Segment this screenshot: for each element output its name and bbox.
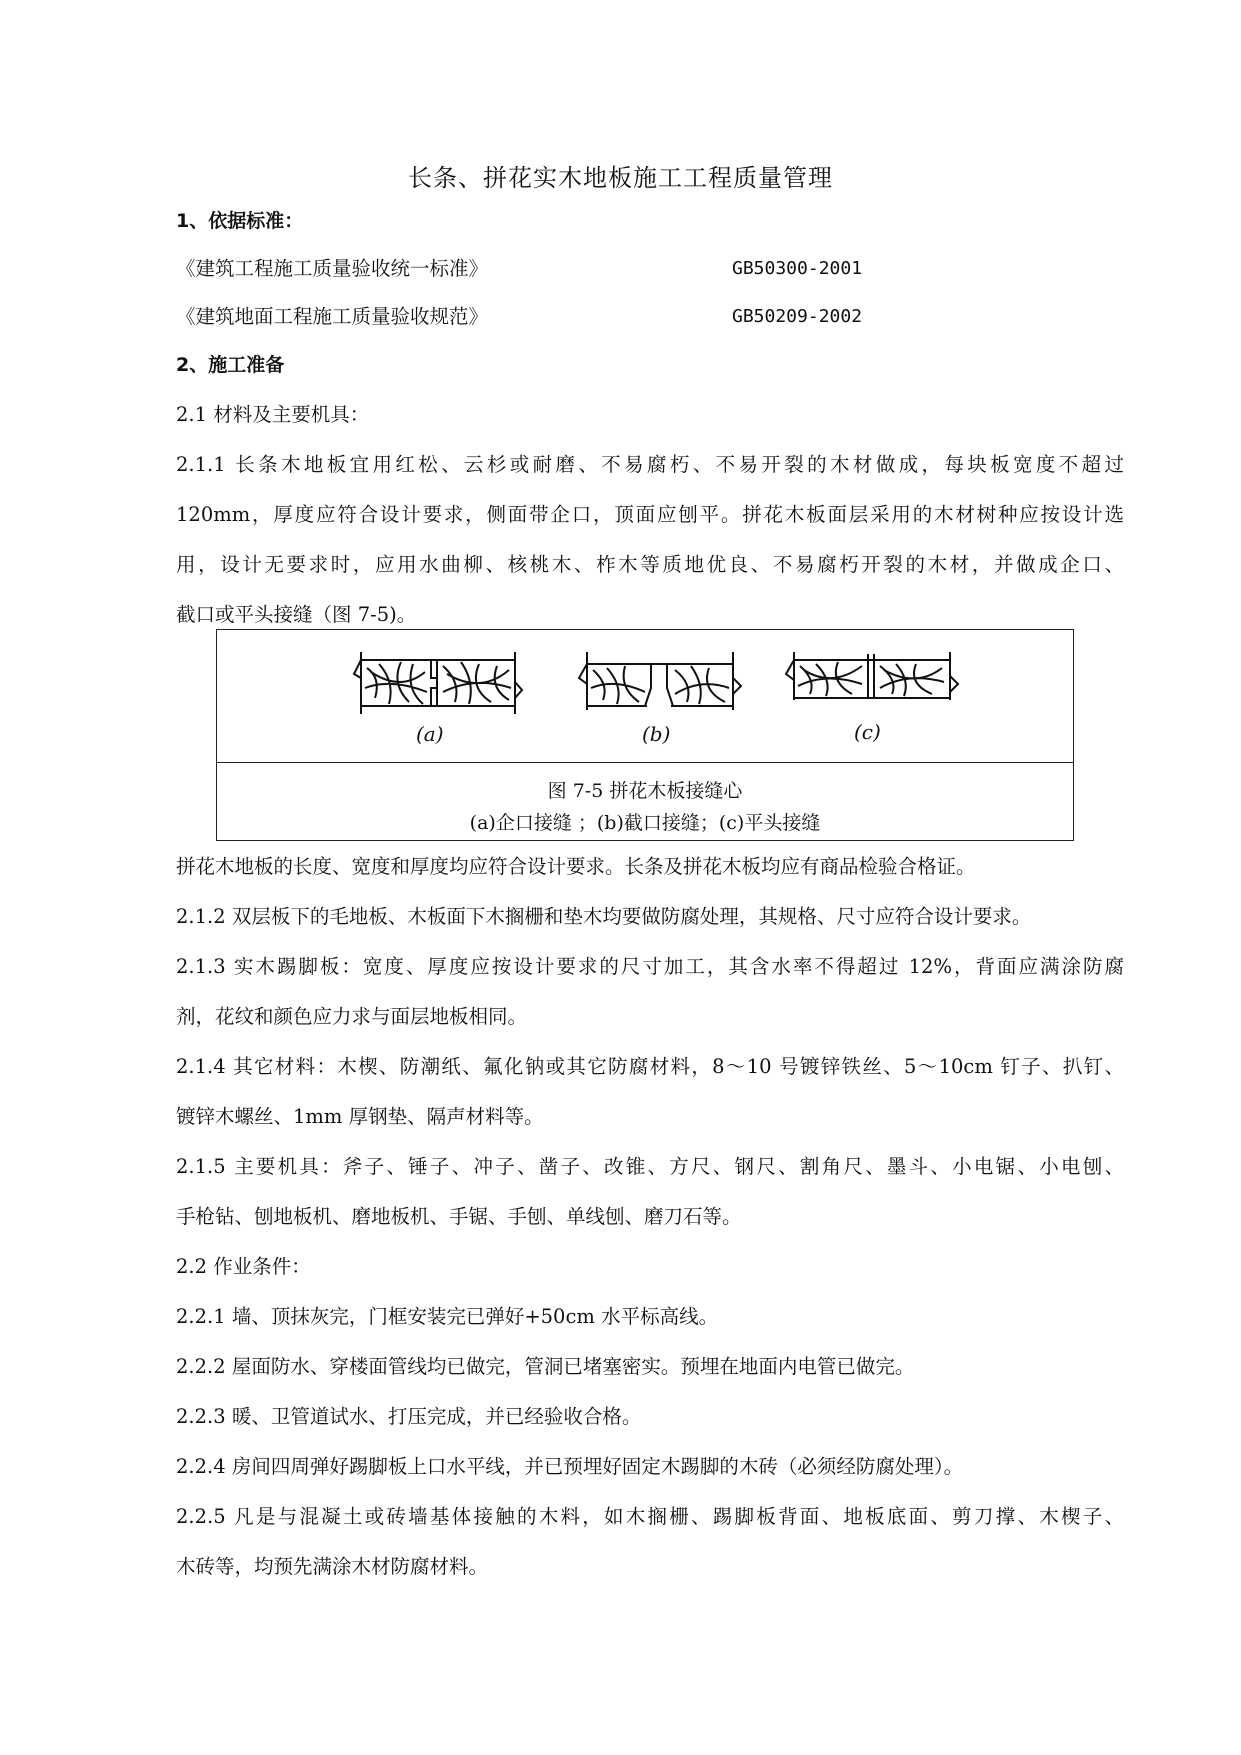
paragraph-2-2-2: 2.2.2 屋面防水、穿楼面管线均已做完，管洞已堵塞密实。预埋在地面内电管已做完。 [176,1355,915,1378]
standard-2-name: 《建筑地面工程施工质量验收规范》 [176,305,489,328]
paragraph-2-1-4-line-1: 2.1.4 其它材料：木楔、防潮纸、氟化钠或其它防腐材料，8～10 号镀锌铁丝、5～10cm 钉子、扒钉、 [176,1055,1124,1078]
paragraph-2-1-3-line-1: 2.1.3 实木踢脚板：宽度、厚度应按设计要求的尺寸加工，其含水率不得超过 12%，背面应满涂防腐 [176,955,1124,978]
figure-7-5 [216,629,1074,841]
standard-1-code: GB50300-2001 [732,258,863,279]
standard-1-name: 《建筑工程施工质量验收统一标准》 [176,257,489,280]
subsection-2-2: 2.2 作业条件： [176,1255,311,1278]
figure-label-b: (b) [642,722,671,746]
subsection-2-1: 2.1 材料及主要机具： [176,403,370,426]
paragraph-after-figure: 拼花木地板的长度、宽度和厚度均应符合设计要求。长条及拼花木板均应有商品检验合格证。 [176,855,976,878]
standard-2 [176,292,1124,342]
paragraph-2-2-5-line-2: 木砖等，均预先满涂木材防腐材料。 [176,1555,489,1578]
rebate-joint-diagram [575,648,745,718]
paragraph-2-1-1-line-2: 120mm，厚度应符合设计要求，侧面带企口，顶面应刨平。拼花木板面层采用的木材树种应按设计选 [176,503,1124,526]
standard-2-code: GB50209-2002 [732,306,863,327]
section-2-heading: 2、施工准备 [176,354,285,376]
paragraph-2-2-5-line-1: 2.2.5 凡是与混凝土或砖墙基体接触的木料，如木搁栅、踢脚板背面、地板底面、剪刀撑、木楔子、 [176,1505,1124,1528]
paragraph-2-1-1-line-4: 截口或平头接缝（图 7-5)。 [176,603,417,626]
figure-label-c: (c) [854,720,881,744]
tongue-groove-joint-diagram [351,648,525,718]
figure-subcaption: (a)企口接缝 ；(b)截口接缝；(c)平头接缝 [469,812,821,834]
paragraph-2-1-1-line-3: 用，设计无要求时，应用水曲柳、核桃木、柞木等质地优良、不易腐朽开裂的木材，并做成企口、 [176,553,1124,576]
paragraph-2-1-5-line-1: 2.1.5 主要机具：斧子、锤子、冲子、凿子、改锥、方尺、钢尺、割角尺、墨斗、小电锯、小电刨、 [176,1155,1124,1178]
paragraph-2-2-4: 2.2.4 房间四周弹好踢脚板上口水平线，并已预埋好固定木踢脚的木砖（必须经防腐处理）。 [176,1455,964,1478]
page-title: 长条、拼花实木地板施工工程质量管理 [408,164,833,192]
paragraph-2-2-3: 2.2.3 暖、卫管道试水、打压完成，并已经验收合格。 [176,1405,642,1428]
paragraph-2-2-1: 2.2.1 墙、顶抹灰完，门框安装完已弹好+50cm 水平标高线。 [176,1305,719,1328]
paragraph-2-1-3-line-2: 剂，花纹和颜色应力求与面层地板相同。 [176,1005,528,1028]
paragraph-2-1-2: 2.1.2 双层板下的毛地板、木板面下木搁栅和垫木均要做防腐处理，其规格、尺寸应符合设计要求。 [176,905,1032,928]
paragraph-2-1-4-line-2: 镀锌木螺丝、1mm 厚钢垫、隔声材料等。 [176,1105,544,1128]
paragraph-2-1-1-line-1: 2.1.1 长条木地板宜用红松、云杉或耐磨、不易腐朽、不易开裂的木材做成，每块板宽度不超过 [176,453,1124,476]
figure-divider [217,762,1073,763]
butt-joint-diagram [782,648,962,714]
paragraph-2-1-5-line-2: 手枪钻、刨地板机、磨地板机、手锯、手刨、单线刨、磨刀石等。 [176,1205,742,1228]
figure-label-a: (a) [416,722,444,746]
standard-1 [176,244,1124,294]
figure-caption: 图 7-5 拼花木板接缝心 [547,780,743,802]
section-1-heading: 1、依据标准： [176,210,304,232]
